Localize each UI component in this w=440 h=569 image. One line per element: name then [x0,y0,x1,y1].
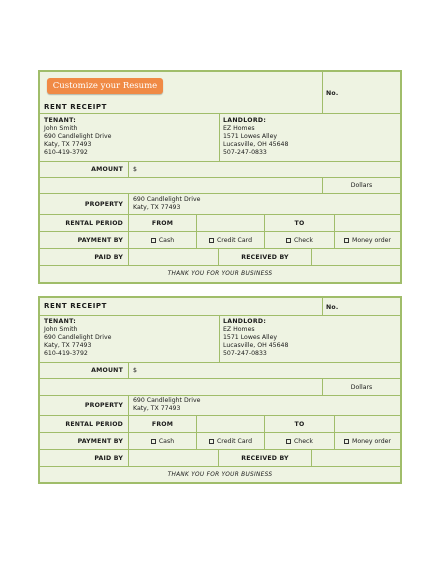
payment-by-row [40,231,400,248]
currency-symbol: $ [133,367,137,374]
payment-by-row [40,432,400,449]
credit-card-checkbox[interactable] [209,238,214,243]
landlord-phone: 507-247-0833 [223,350,267,358]
property-label: PROPERTY [84,200,123,208]
landlord-block [223,318,288,358]
dollars-row [40,177,400,193]
amount-row [40,161,400,177]
receipt-title: RENT RECEIPT [44,302,108,310]
paid-by-label: PAID BY [94,253,123,261]
rental-period-label: RENTAL PERIOD [65,420,123,428]
cash-checkbox[interactable] [151,439,156,444]
from-label: FROM [128,416,196,432]
landlord-street: 1571 Lowes Alley [223,334,278,342]
landlord-name: EZ Homes [223,326,255,334]
check-checkbox[interactable] [286,439,291,444]
tenant-city: Katy, TX 77493 [44,342,92,350]
paid-by-row [40,248,400,265]
currency-symbol: $ [133,166,137,173]
property-field[interactable] [128,396,400,415]
dollars-label: Dollars [322,379,400,395]
landlord-phone: 507-247-0833 [223,149,267,157]
from-label: FROM [128,215,196,231]
rent-receipt-2 [38,296,402,484]
parties-row [40,113,400,161]
payment-credit-card-option[interactable]: Credit Card [196,433,264,449]
dollars-label: Dollars [322,178,400,193]
paid-by-field[interactable] [128,249,218,265]
check-checkbox[interactable] [286,238,291,243]
rent-receipt-1 [38,70,402,284]
tenant-name: John Smith [44,125,78,133]
property-label: PROPERTY [84,402,123,409]
customize-resume-button[interactable]: Customize your Resume [47,78,163,94]
payment-by-label: PAYMENT BY [77,236,123,244]
received-by-field[interactable] [311,450,400,466]
property-row [40,395,400,415]
thank-you-text: THANK YOU FOR YOUR BUSINESS [167,271,273,277]
tenant-heading: TENANT: [44,318,77,325]
payment-money-order-option[interactable]: Money order [334,232,400,248]
tenant-block [44,117,111,157]
to-label: TO [264,215,334,231]
paid-by-field[interactable] [128,450,218,466]
received-by-label: RECEIVED BY [218,450,311,466]
amount-field[interactable] [128,363,400,378]
property-street: 690 Candlelight Drive [133,196,201,203]
no-divider [322,72,323,113]
dollars-row [40,378,400,395]
property-city: Katy, TX 77493 [133,405,181,413]
amount-row [40,362,400,378]
tenant-city: Katy, TX 77493 [44,141,92,149]
paid-by-row [40,449,400,466]
property-field[interactable] [128,194,400,214]
payment-cash-option[interactable]: Cash [128,232,196,248]
landlord-city: Lucasville, OH 45648 [223,342,289,350]
money-order-checkbox[interactable] [344,238,349,243]
tenant-phone: 610-419-3792 [44,149,88,157]
tenant-block [44,318,111,358]
received-by-label: RECEIVED BY [218,249,311,265]
amount-label: AMOUNT [91,367,123,374]
rental-period-label: RENTAL PERIOD [65,219,123,227]
thanks-row [40,466,400,482]
tenant-phone: 610-419-3792 [44,350,88,358]
landlord-name: EZ Homes [223,125,255,133]
landlord-heading: LANDLORD: [223,318,267,325]
landlord-street: 1571 Lowes Alley [223,133,278,141]
to-date-field[interactable] [334,416,400,432]
landlord-heading: LANDLORD: [223,117,267,124]
amount-field[interactable] [128,162,400,177]
amount-words-field[interactable] [40,379,322,395]
tenant-street: 690 Candlelight Drive [44,133,112,141]
property-street: 690 Candlelight Drive [133,397,201,404]
payment-money-order-option[interactable]: Money order [334,433,400,449]
money-order-checkbox[interactable] [344,439,349,444]
payment-check-option[interactable]: Check [264,433,334,449]
from-date-field[interactable] [196,416,264,432]
amount-label: AMOUNT [91,166,123,173]
receipt-no-label: No. [326,304,339,311]
landlord-city: Lucasville, OH 45648 [223,141,289,149]
no-divider [322,298,323,315]
payment-cash-option[interactable]: Cash [128,433,196,449]
paid-by-label: PAID BY [94,454,123,462]
property-row [40,193,400,214]
property-city: Katy, TX 77493 [133,204,181,212]
thank-you-text: THANK YOU FOR YOUR BUSINESS [167,471,273,478]
landlord-block [223,117,288,157]
parties-row [40,315,400,362]
to-label: TO [264,416,334,432]
to-date-field[interactable] [334,215,400,231]
tenant-heading: TENANT: [44,117,77,124]
receipt-title: RENT RECEIPT [44,103,108,111]
payment-by-label: PAYMENT BY [77,437,123,445]
payment-credit-card-option[interactable]: Credit Card [196,232,264,248]
rental-period-row [40,415,400,432]
rental-period-row [40,214,400,231]
from-date-field[interactable] [196,215,264,231]
cash-checkbox[interactable] [151,238,156,243]
received-by-field[interactable] [311,249,400,265]
credit-card-checkbox[interactable] [209,439,214,444]
tenant-name: John Smith [44,326,78,334]
payment-check-option[interactable]: Check [264,232,334,248]
receipt-no-label: No. [326,90,339,97]
amount-words-field[interactable] [40,178,322,193]
tenant-street: 690 Candlelight Drive [44,334,112,342]
thanks-row [40,265,400,282]
